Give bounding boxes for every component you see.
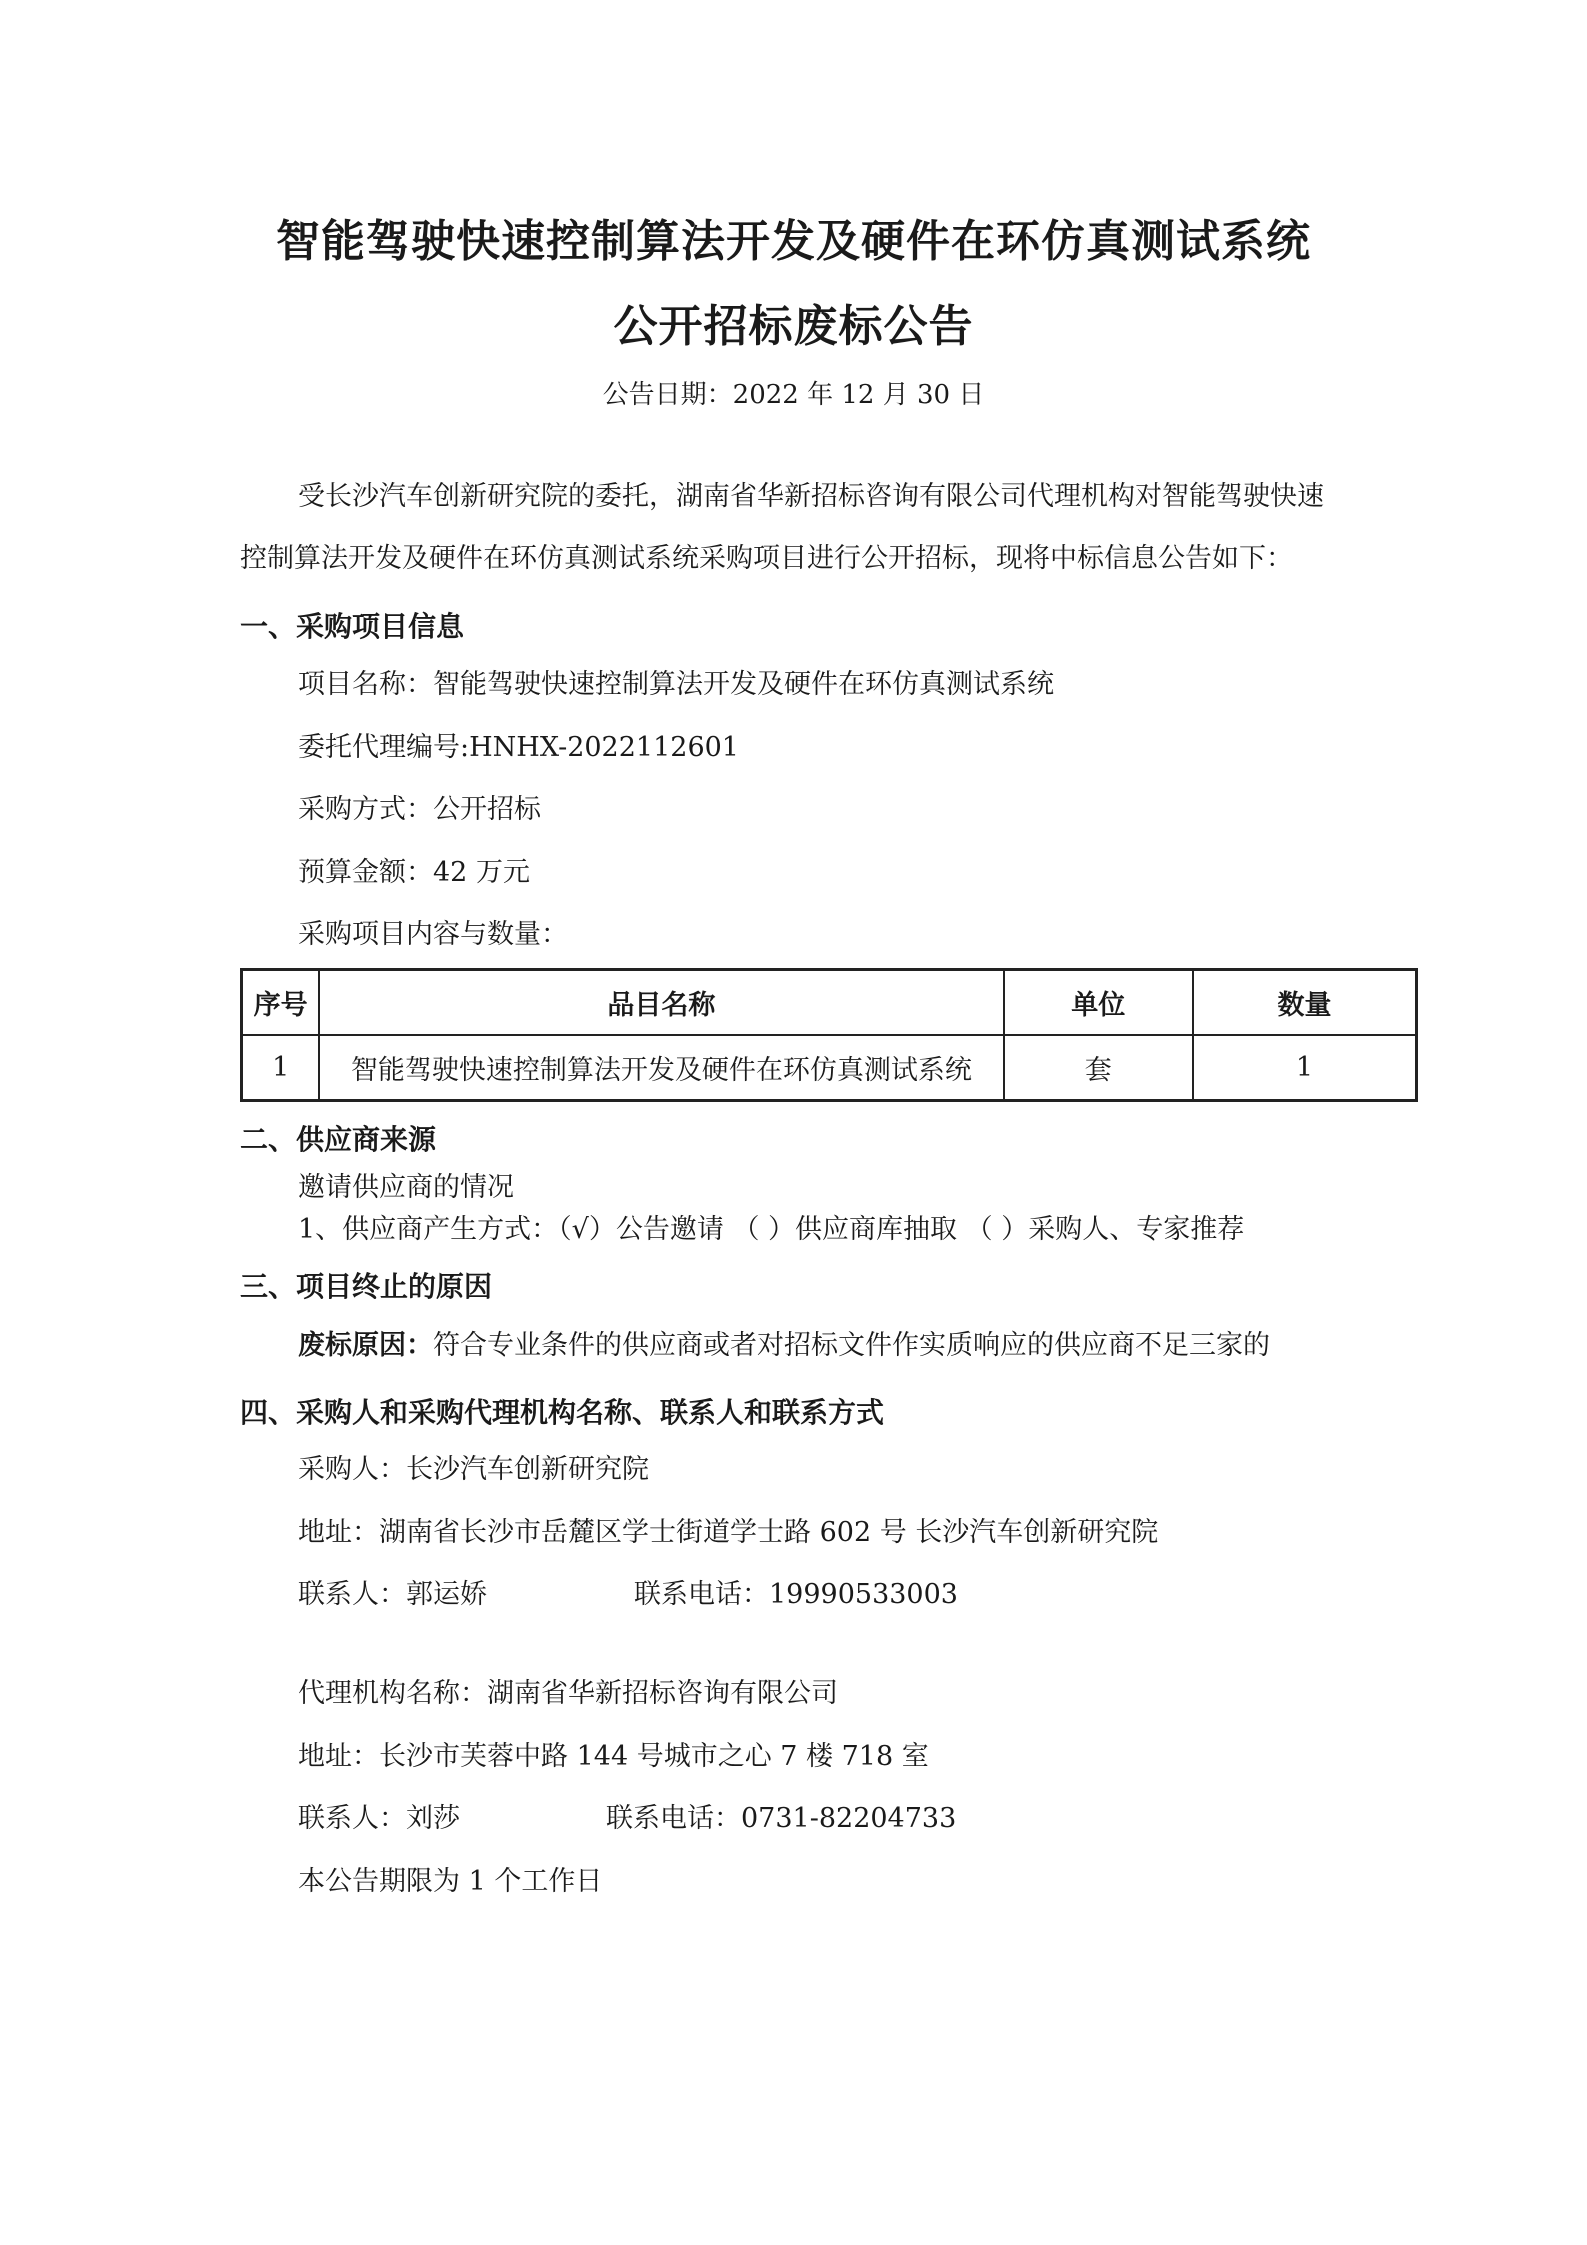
header-index: 序号 xyxy=(242,970,320,1036)
intro-line-2: 控制算法开发及硬件在环仿真测试系统采购项目进行公开招标，现将中标信息公告如下： xyxy=(240,543,1293,574)
items-table xyxy=(240,968,1418,1102)
title-line-2: 公开招标废标公告 xyxy=(613,301,974,352)
section-1-heading: 一、采购项目信息 xyxy=(240,610,465,643)
section-4-heading: 四、采购人和采购代理机构名称、联系人和联系方式 xyxy=(240,1396,885,1429)
agency-address: 地址：长沙市芙蓉中路 144 号城市之心 7 楼 718 室 xyxy=(298,1741,929,1772)
header-item-name: 品目名称 xyxy=(319,970,1003,1036)
agency-contact: 联系人：刘莎 xyxy=(298,1803,460,1834)
table-header-row xyxy=(242,970,1417,1036)
section-2-heading: 二、供应商来源 xyxy=(240,1123,437,1156)
budget-amount: 预算金额：42 万元 xyxy=(298,857,530,888)
purchaser-name: 采购人：长沙汽车创新研究院 xyxy=(298,1454,649,1485)
agency-name: 代理机构名称：湖南省华新招标咨询有限公司 xyxy=(298,1678,838,1709)
cell-unit: 套 xyxy=(1004,1035,1194,1101)
header-unit: 单位 xyxy=(1004,970,1194,1036)
procurement-method: 采购方式：公开招标 xyxy=(298,794,541,825)
cell-item-name: 智能驾驶快速控制算法开发及硬件在环仿真测试系统 xyxy=(319,1035,1003,1101)
content-label: 采购项目内容与数量： xyxy=(298,919,568,950)
header-quantity: 数量 xyxy=(1193,970,1416,1036)
title-line-1: 智能驾驶快速控制算法开发及硬件在环仿真测试系统 xyxy=(276,216,1311,267)
intro-line-1: 受长沙汽车创新研究院的委托，湖南省华新招标咨询有限公司代理机构对智能驾驶快速 xyxy=(298,481,1324,512)
reason-text: 符合专业条件的供应商或者对招标文件作实质响应的供应商不足三家的 xyxy=(433,1330,1270,1361)
supplier-invitation: 邀请供应商的情况 xyxy=(298,1172,514,1203)
section-3-heading: 三、项目终止的原因 xyxy=(240,1270,493,1303)
agency-phone: 联系电话：0731-82204733 xyxy=(606,1803,957,1834)
table-row xyxy=(242,1035,1417,1101)
purchaser-phone: 联系电话：19990533003 xyxy=(634,1579,958,1610)
purchaser-address: 地址：湖南省长沙市岳麓区学士街道学士路 602 号 长沙汽车创新研究院 xyxy=(298,1517,1159,1548)
announcement-date: 公告日期：2022 年 12 月 30 日 xyxy=(602,380,985,410)
project-name: 项目名称：智能驾驶快速控制算法开发及硬件在环仿真测试系统 xyxy=(298,669,1054,700)
purchaser-contact: 联系人：郭运娇 xyxy=(298,1579,487,1610)
announcement-period: 本公告期限为 1 个工作日 xyxy=(298,1866,603,1897)
termination-reason xyxy=(298,1328,1270,1364)
cell-quantity: 1 xyxy=(1193,1035,1416,1101)
supplier-method: 1、供应商产生方式：（√）公告邀请 （ ）供应商库抽取 （ ）采购人、专家推荐 xyxy=(298,1214,1245,1245)
reason-label: 废标原因： xyxy=(298,1330,433,1361)
cell-index: 1 xyxy=(242,1035,320,1101)
agency-number: 委托代理编号:HNHX-2022112601 xyxy=(298,732,739,763)
